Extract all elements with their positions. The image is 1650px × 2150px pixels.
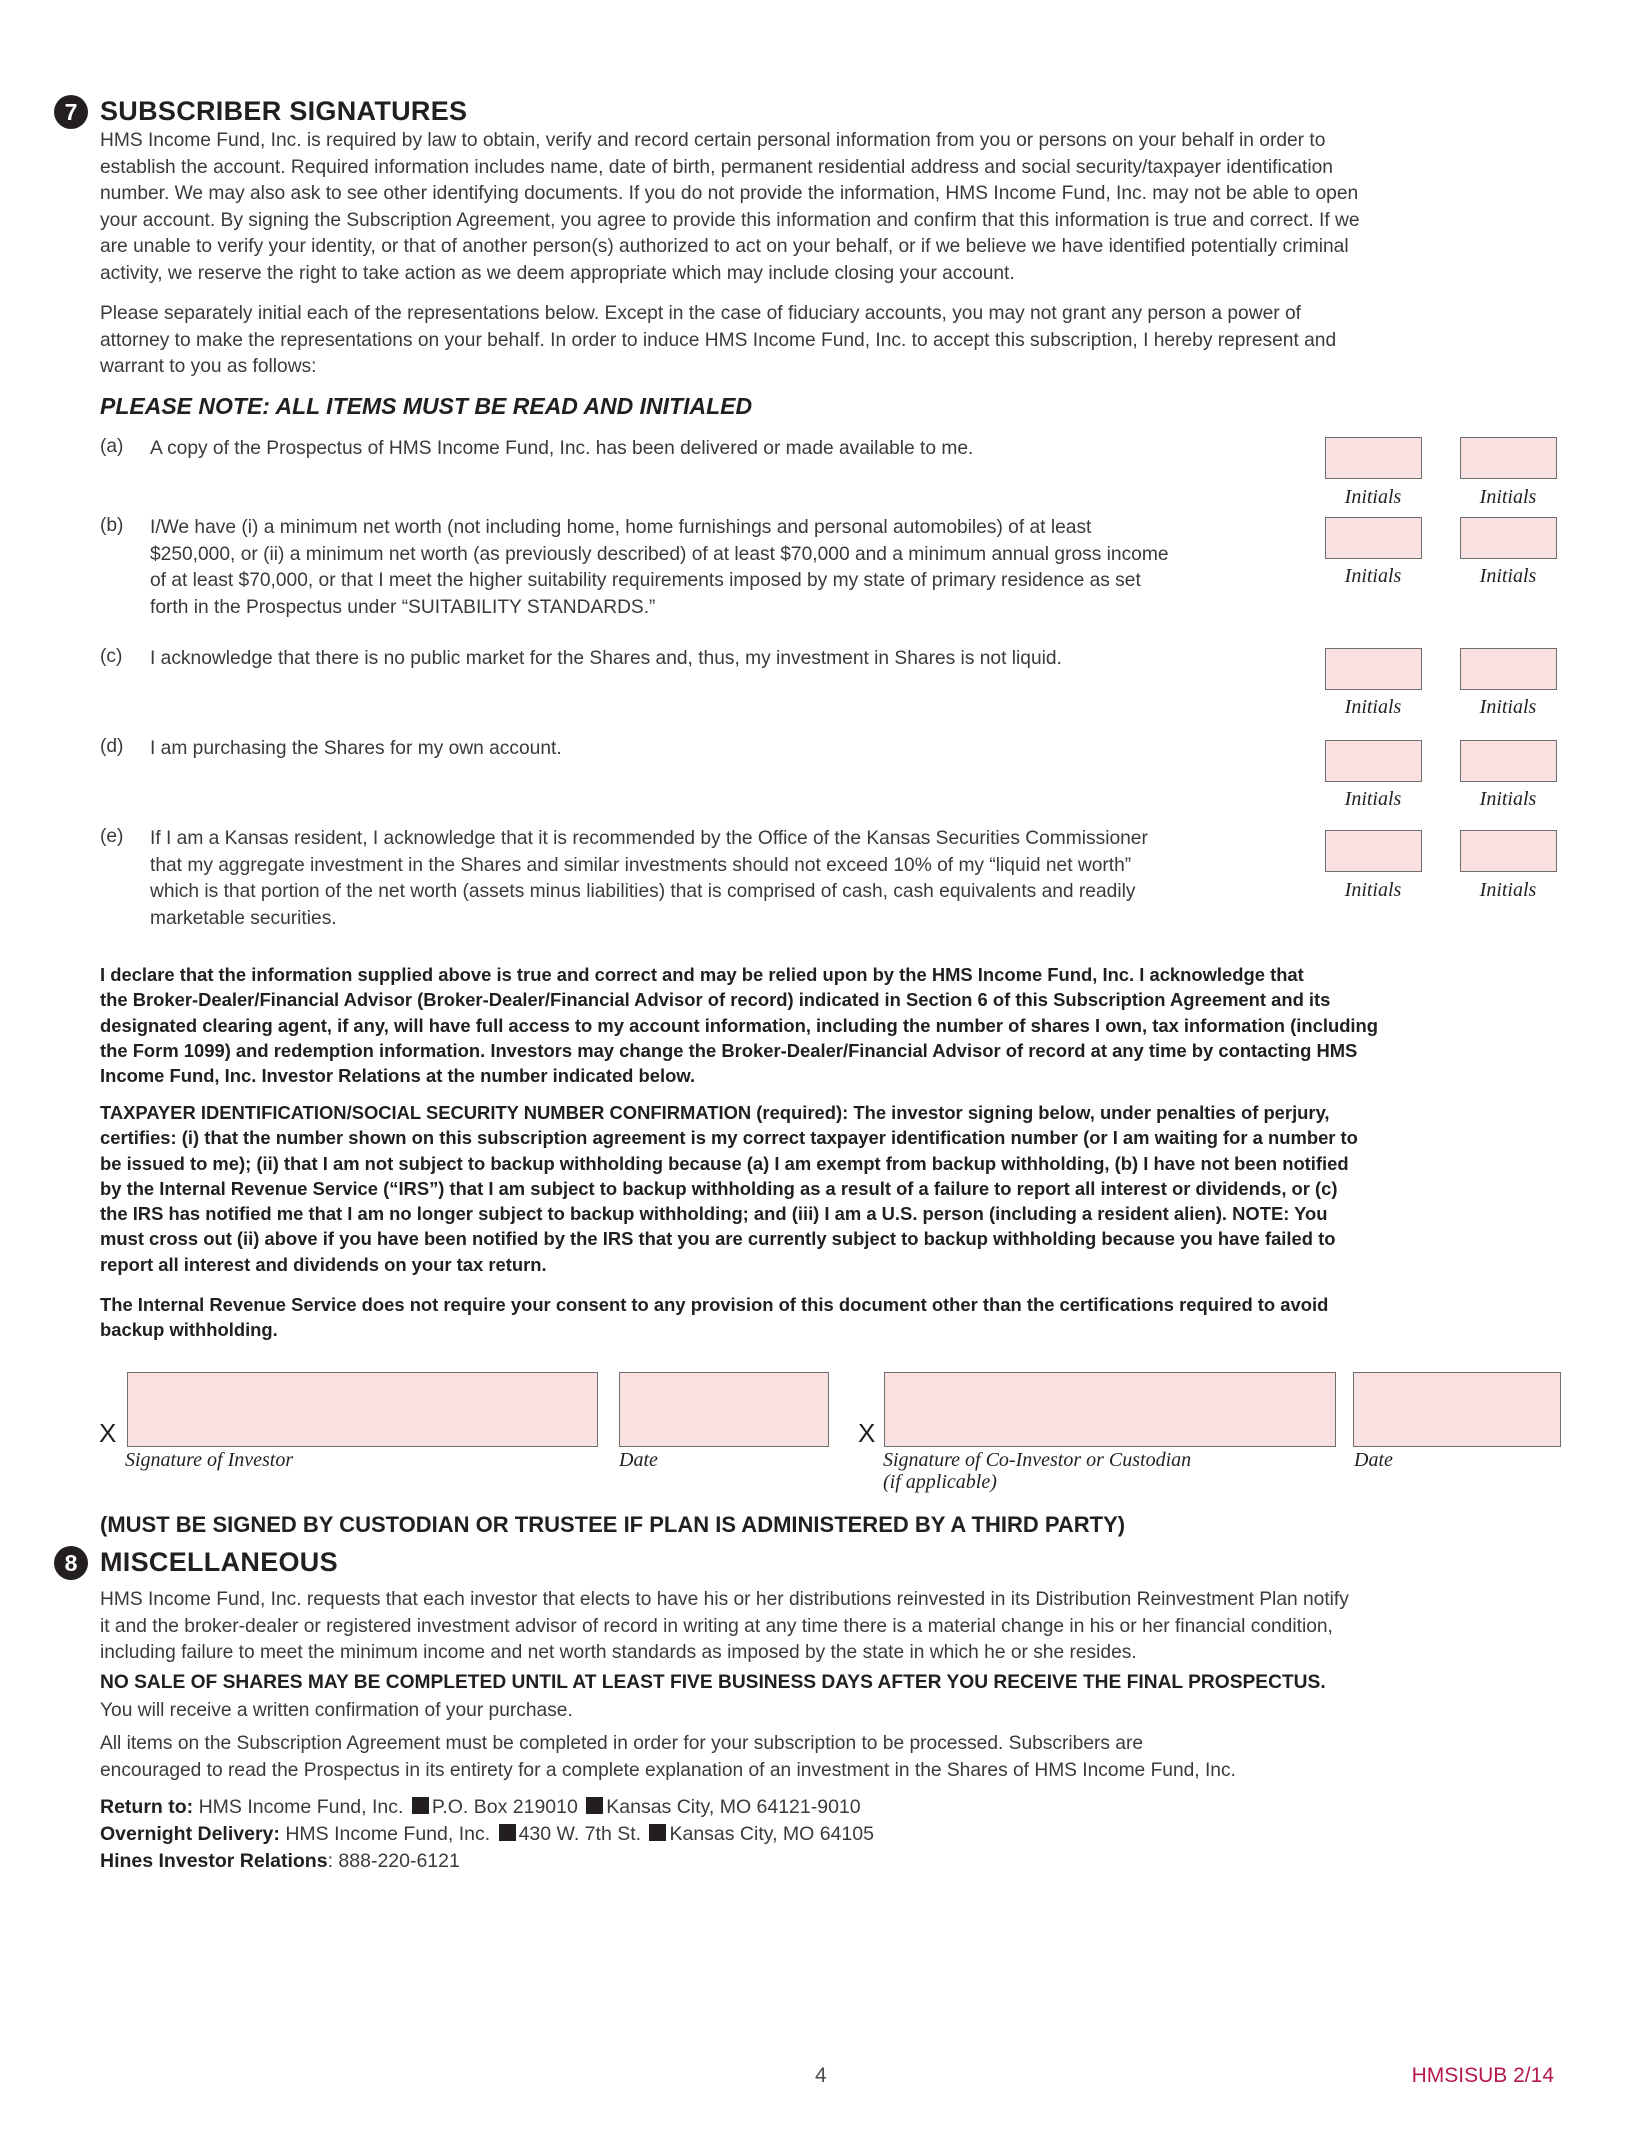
coinvestor-date-label: Date bbox=[1354, 1449, 1393, 1471]
investor-signature-label: Signature of Investor bbox=[125, 1449, 294, 1471]
return-address: Return to: HMS Income Fund, Inc. P.O. Box 219010 Kansas City, MO 64121-9010 bbox=[100, 1796, 861, 1818]
section-7-badge: 7 bbox=[54, 95, 88, 129]
confirmation-text: You will receive a written confirmation of your purchase. bbox=[100, 1700, 573, 1721]
item-b-letter: (b) bbox=[100, 515, 124, 536]
coinvestor-signature-label: Signature of Co-Investor or Custodian (if applicable) bbox=[883, 1449, 1192, 1493]
investor-relations: Hines Investor Relations: 888-220-6121 bbox=[100, 1850, 460, 1872]
tin-confirmation-paragraph: TAXPAYER IDENTIFICATION/SOCIAL SECURITY NUMBER CONFIRMATION (required): The investor signing below, under penalties of perjury, certifies: (i) that the number shown on this subscription agreement is my correct taxpayer identification number (or I am waiting for a number to be issued to me); (ii) that I am not subject to backup withholding because (a) I am exempt from backup withholding, (b) I have not been notified by the Internal Revenue Service (“IRS”) that I am subject to backup withholding as a result of a failure to report all interest or dividends, or (c) the IRS has notified me that I am no longer subject to backup withholding; and (iii) I am a U.S. person (including a resident alien). NOTE: You must cross out (ii) above if you have been notified by the IRS that you are currently subject to backup withholding because you have failed to report all interest and dividends on your tax return. bbox=[100, 1102, 1358, 1275]
initials-a-coinvestor-input[interactable] bbox=[1460, 437, 1557, 479]
initials-label: Initials bbox=[1344, 696, 1402, 718]
square-bullet-icon bbox=[499, 1824, 516, 1841]
initials-d-coinvestor-input[interactable] bbox=[1460, 740, 1557, 782]
item-c-text: I acknowledge that there is no public market for the Shares and, thus, my investment in Shares is not liquid. bbox=[150, 648, 1062, 669]
initials-label: Initials bbox=[1479, 565, 1537, 587]
initials-c-investor-input[interactable] bbox=[1325, 648, 1422, 690]
investor-date-input[interactable] bbox=[619, 1372, 829, 1447]
item-e-text: If I am a Kansas resident, I acknowledge that it is recommended by the Office of the Kansas Securities Commissioner that my aggregate investment in the Shares and similar investments should not exceed 10% of my “liquid net worth” which is that portion of the net worth (assets minus liabilities) that is comprised of cash, cash equivalents and readily marketable securities. bbox=[150, 828, 1148, 929]
please-note-heading: PLEASE NOTE: ALL ITEMS MUST BE READ AND INITIALED bbox=[100, 393, 753, 419]
page-number: 4 bbox=[815, 2064, 827, 2087]
initials-label: Initials bbox=[1344, 486, 1402, 508]
item-a-letter: (a) bbox=[100, 436, 124, 457]
custodian-note: (MUST BE SIGNED BY CUSTODIAN OR TRUSTEE IF PLAN IS ADMINISTERED BY A THIRD PARTY) bbox=[100, 1512, 1126, 1537]
initials-e-investor-input[interactable] bbox=[1325, 830, 1422, 872]
coinvestor-signature-input[interactable] bbox=[884, 1372, 1336, 1447]
coinvestor-date-input[interactable] bbox=[1353, 1372, 1561, 1447]
initials-label: Initials bbox=[1479, 486, 1537, 508]
initials-d-investor-input[interactable] bbox=[1325, 740, 1422, 782]
initials-b-coinvestor-input[interactable] bbox=[1460, 517, 1557, 559]
section-7-title: SUBSCRIBER SIGNATURES bbox=[100, 96, 468, 126]
investor-signature-input[interactable] bbox=[127, 1372, 598, 1447]
section-8-title: MISCELLANEOUS bbox=[100, 1547, 338, 1577]
irs-consent-paragraph: The Internal Revenue Service does not require your consent to any provision of this document other than the certifications required to avoid backup withholding. bbox=[100, 1294, 1329, 1341]
item-d-text: I am purchasing the Shares for my own account. bbox=[150, 738, 562, 759]
initials-e-coinvestor-input[interactable] bbox=[1460, 830, 1557, 872]
no-sale-notice: NO SALE OF SHARES MAY BE COMPLETED UNTIL AT LEAST FIVE BUSINESS DAYS AFTER YOU RECEIVE THE FINAL PROSPECTUS. bbox=[100, 1672, 1326, 1693]
initials-label: Initials bbox=[1479, 788, 1537, 810]
initials-b-investor-input[interactable] bbox=[1325, 517, 1422, 559]
initials-a-investor-input[interactable] bbox=[1325, 437, 1422, 479]
initials-c-coinvestor-input[interactable] bbox=[1460, 648, 1557, 690]
initials-label: Initials bbox=[1344, 788, 1402, 810]
section-7-intro: HMS Income Fund, Inc. is required by law to obtain, verify and record certain personal information from you or persons on your behalf in order to establish the account. Required information includes name, date of birth, permanent residential address and social security/taxpayer identification number. We may also ask to see other identifying documents. If you do not provide the information, HMS Income Fund, Inc. may not be able to open your account. By signing the Subscription Agreement, you agree to provide this information and confirm that this information is true and correct. If we are unable to verify your identity, or that of another person(s) authorized to act on your behalf, or if we believe we have identified potentially criminal activity, we reserve the right to take action as we deem appropriate which may include closing your account. bbox=[100, 130, 1360, 284]
overnight-address: Overnight Delivery: HMS Income Fund, Inc. 430 W. 7th St. Kansas City, MO 64105 bbox=[100, 1823, 874, 1845]
form-code: HMSISUB 2/14 bbox=[1411, 2064, 1554, 2087]
initials-label: Initials bbox=[1479, 696, 1537, 718]
initial-instructions: Please separately initial each of the representations below. Except in the case of fiduciary accounts, you may not grant any person a power of attorney to make the representations on your behalf. In order to induce HMS Income Fund, Inc. to accept this subscription, I hereby represent and warrant to you as follows: bbox=[100, 303, 1337, 377]
square-bullet-icon bbox=[649, 1824, 666, 1841]
investor-date-label: Date bbox=[619, 1449, 658, 1471]
item-d-letter: (d) bbox=[100, 736, 124, 757]
initials-label: Initials bbox=[1344, 565, 1402, 587]
section-8-badge: 8 bbox=[54, 1546, 88, 1580]
initials-label: Initials bbox=[1479, 879, 1537, 901]
item-e-letter: (e) bbox=[100, 826, 124, 847]
item-b-text: I/We have (i) a minimum net worth (not including home, home furnishings and personal automobiles) of at least $250,000, or (ii) a minimum net worth (as previously described) of at least $70,000 and a minimum annual gross income of at least $70,000, or that I meet the higher suitability requirements imposed by my state of primary residence as set forth in the Prospectus under “SUITABILITY STANDARDS.” bbox=[150, 517, 1169, 618]
declaration-paragraph: I declare that the information supplied above is true and correct and may be relied upon by the HMS Income Fund, Inc. I acknowledge that the Broker-Dealer/Financial Advisor (Broker-Dealer/Financial Advisor of record) indicated in Section 6 of this Subscription Agreement and its designated clearing agent, if any, will have full access to my account information, including the number of shares I own, tax information (including the Form 1099) and redemption information. Investors may change the Broker-Dealer/Financial Advisor of record at any time by contacting HMS Income Fund, Inc. Investor Relations at the number indicated below. bbox=[100, 964, 1379, 1087]
square-bullet-icon bbox=[412, 1797, 429, 1814]
square-bullet-icon bbox=[586, 1797, 603, 1814]
item-c-letter: (c) bbox=[100, 646, 123, 667]
sign-here-x: X bbox=[858, 1418, 876, 1448]
drip-paragraph: HMS Income Fund, Inc. requests that each investor that elects to have his or her distributions reinvested in its Distribution Reinvestment Plan notify it and the broker-dealer or registered investment advisor of record in writing at any time there is a material change in his or her financial condition, including failure to meet the minimum income and net worth standards as imposed by the state in which he or she resides. bbox=[100, 1589, 1349, 1663]
initials-label: Initials bbox=[1344, 879, 1402, 901]
all-items-paragraph: All items on the Subscription Agreement must be completed in order for your subscription to be processed. Subscribers are encouraged to read the Prospectus in its entirety for a complete explanation of an investment in the Shares of HMS Income Fund, Inc. bbox=[100, 1733, 1236, 1781]
item-a-text: A copy of the Prospectus of HMS Income Fund, Inc. has been delivered or made available to me. bbox=[150, 438, 974, 459]
sign-here-x: X bbox=[99, 1418, 117, 1448]
